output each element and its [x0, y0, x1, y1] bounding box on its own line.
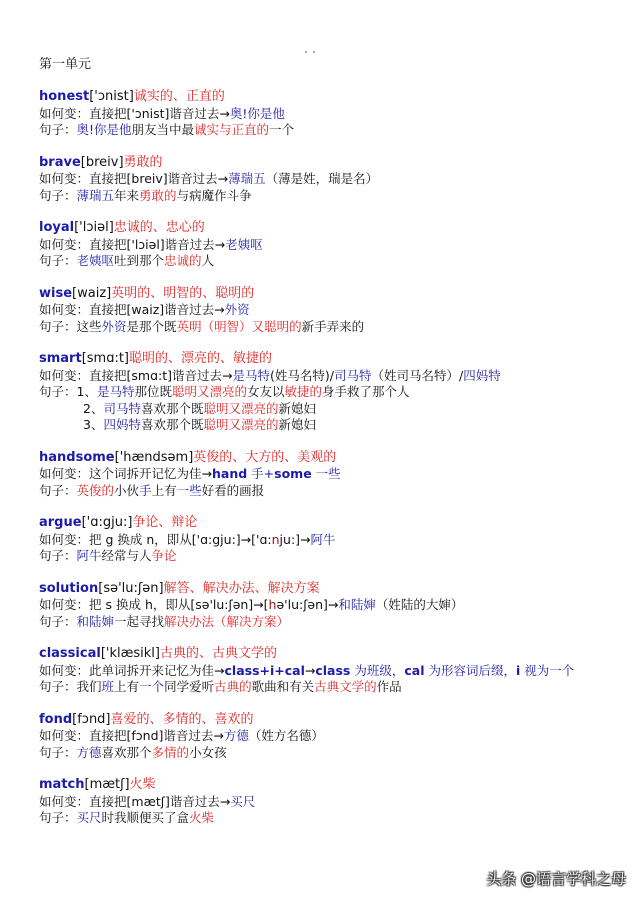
text-segment: 3、 [83, 417, 104, 432]
headword: honest [39, 89, 90, 104]
text-segment: 老姨呕 [225, 236, 263, 252]
text-segment: 喜欢那个既 [140, 400, 204, 416]
meaning: 喜爱的、多情的、喜欢的 [110, 711, 254, 727]
text-segment: 直接把[waiz]谐音过去→ [89, 302, 225, 317]
word-header [39, 712, 619, 729]
vocab-entry-loyal [39, 220, 619, 270]
meaning: 英俊的、大方的、美观的 [193, 449, 337, 465]
text-segment: 与病魔作斗争 [176, 187, 252, 203]
text-segment: 作品 [376, 679, 402, 694]
how-label: 如何变： [39, 728, 90, 743]
vocab-entry-honest [39, 89, 619, 139]
word-header [39, 450, 619, 467]
word-header [39, 220, 619, 237]
memory-tip [39, 532, 619, 549]
text-segment: 四妈特 [103, 417, 141, 432]
text-segment: 忠诚的 [164, 253, 202, 268]
phonetic: [waiz] [72, 285, 112, 301]
text-segment: 是那个既 [126, 318, 177, 334]
text-segment: ə'lu:ʃən]→ [276, 597, 339, 612]
headword: solution [39, 580, 99, 596]
example-sentence [39, 548, 619, 565]
headword: classical [39, 646, 101, 661]
text-segment: some [274, 466, 312, 481]
text-segment: 歌曲和有关 [251, 679, 315, 694]
example-sentence [39, 483, 619, 500]
phonetic: [breiv] [80, 154, 124, 170]
how-label: 如何变： [39, 597, 90, 612]
text-segment: 把 s 换成 h，即从[sə'lu:ʃən]→[ [89, 597, 269, 612]
word-header [39, 646, 619, 663]
text-segment: 司马特 [103, 400, 141, 416]
text-segment: 阿牛 [310, 531, 336, 547]
how-label: 如何变： [39, 105, 90, 121]
text-segment: 2、 [83, 400, 104, 416]
how-label: 如何变： [39, 367, 90, 383]
vocab-entry-solution [39, 581, 619, 631]
word-header [39, 777, 619, 794]
text-segment: ju:]→ [279, 531, 311, 547]
how-label: 如何变： [39, 236, 90, 252]
vocab-entry-brave [39, 155, 619, 205]
example-sentence [39, 384, 619, 401]
text-segment: 是马特 [96, 384, 135, 399]
text-segment: 新媳妇 [278, 417, 317, 432]
text-segment: 薄瑞五 [228, 171, 266, 186]
text-segment: 身手救了那个人 [322, 384, 410, 399]
example-sentence [39, 188, 619, 205]
text-segment: 方德 [76, 744, 102, 760]
text-segment: (姓马名特)/ [270, 367, 334, 383]
text-segment: 方德 [223, 728, 249, 743]
text-segment: 好看的画报 [201, 482, 265, 498]
meaning: 火柴 [129, 777, 156, 792]
text-segment: 司马特 [333, 367, 372, 383]
text-segment: class+i+cal [224, 662, 305, 678]
text-segment: 喜欢那个既 [140, 417, 204, 432]
text-segment: 班 [101, 679, 115, 694]
meaning: 诚实的、正直的 [133, 89, 225, 104]
phonetic: ['klæsikl] [100, 646, 160, 661]
text-segment: 阿牛 [76, 548, 102, 563]
text-segment: 上有 [151, 482, 177, 498]
text-segment: （姓陆的大婶） [375, 597, 464, 612]
sentence-label: 句子： [39, 744, 77, 760]
text-segment: 聪明又漂亮的 [203, 400, 279, 416]
sentence-label: 句子： [39, 810, 77, 825]
vocab-entry-match [39, 777, 619, 827]
text-segment: class [315, 662, 351, 678]
meaning: 勇敢的 [123, 154, 163, 170]
memory-tip [39, 368, 619, 385]
text-segment: 奥!你是他 [76, 122, 132, 137]
sentence-label: 句子： [39, 679, 77, 694]
text-segment: 是马特 [232, 367, 270, 383]
meaning: 争论、辩论 [132, 515, 198, 530]
text-segment: 为形容词后缀， [424, 662, 516, 678]
example-sentence [39, 122, 619, 139]
sentence-label: 句子： [39, 253, 77, 268]
text-segment: （姓司马名特）/ [371, 367, 464, 383]
unit-title: 第一单元 [39, 57, 92, 72]
example-sentence [39, 319, 619, 336]
sentence-label: 句子： [39, 548, 77, 563]
memory-tip [39, 663, 619, 680]
text-segment: 一些 [311, 466, 341, 481]
word-header [39, 155, 619, 172]
text-segment: 英明（明智）又聪明的 [176, 318, 302, 334]
text-segment: 一起寻找 [114, 613, 165, 629]
text-segment: 吐到那个 [114, 253, 165, 268]
text-segment: 此单词拆开来记忆为佳→ [89, 662, 225, 678]
text-segment: 女友以 [247, 384, 285, 399]
headword: fond [39, 711, 73, 727]
text-segment: 直接把[fɔnd]谐音过去→ [89, 728, 224, 743]
text-segment: 和陆婶 [76, 613, 115, 629]
vocab-list [39, 89, 619, 827]
phonetic: [mætʃ] [84, 777, 130, 792]
memory-tip [39, 237, 619, 254]
meaning: 古典的、古典文学的 [159, 646, 277, 661]
word-header [39, 89, 619, 106]
phonetic: [sə'lu:ʃən] [98, 580, 164, 596]
phonetic: ['lɔiəl] [74, 220, 114, 235]
text-segment: → [304, 662, 316, 678]
text-segment: 直接把[mætʃ]谐音过去→ [89, 793, 231, 809]
text-segment: 这个词拆开记忆为佳→ [89, 466, 212, 481]
how-label: 如何变： [39, 302, 90, 317]
how-label: 如何变： [39, 466, 90, 481]
text-segment: 四妈特 [463, 367, 501, 383]
text-segment: 经常与人 [101, 548, 152, 563]
phonetic: [smɑ:t] [81, 351, 129, 366]
text-segment: 年来 [114, 187, 140, 203]
memory-tip [39, 106, 619, 123]
text-segment: 直接把[smɑ:t]谐音过去→ [89, 367, 233, 383]
text-segment: 新手弄来的 [301, 318, 365, 334]
memory-tip [39, 728, 619, 745]
text-segment: 外资 [224, 302, 250, 317]
text-segment: 薄瑞五 [76, 187, 115, 203]
text-segment: 一个 [269, 122, 295, 137]
phonetic: [fɔnd] [72, 711, 111, 727]
text-segment: 火柴 [189, 810, 215, 825]
example-sentence [39, 614, 619, 631]
text-segment: 小女孩 [189, 744, 227, 760]
text-segment: 同学爱听 [164, 679, 215, 694]
vocab-entry-classical [39, 646, 619, 696]
word-header [39, 351, 619, 368]
meaning: 英明的、明智的、聪明的 [111, 285, 255, 301]
how-label: 如何变： [39, 531, 90, 547]
phonetic: ['ɑ:gju:] [81, 515, 133, 530]
text-segment: 争论 [151, 548, 177, 563]
memory-tip [39, 302, 619, 319]
text-segment: i [515, 662, 521, 678]
example-sentence [39, 810, 619, 827]
text-segment: 和陆婶 [338, 597, 376, 612]
text-segment: 直接把['ɔnist]谐音过去→ [89, 105, 230, 121]
how-label: 如何变： [39, 662, 90, 678]
text-segment: 直接把['lɔiəl]谐音过去→ [89, 236, 226, 252]
sentence-label: 句子： [39, 384, 77, 399]
how-label: 如何变： [39, 171, 90, 186]
how-label: 如何变： [39, 793, 90, 809]
text-segment: 人 [201, 253, 215, 268]
headword: loyal [39, 220, 75, 235]
meaning: 忠诚的、忠心的 [113, 220, 205, 235]
word-header [39, 515, 619, 532]
text-segment: 新媳妇 [278, 400, 317, 416]
text-segment: 古典的 [214, 679, 252, 694]
text-segment: 勇敢的 [139, 187, 177, 203]
text-segment: 时我顺便买了盒 [101, 810, 190, 825]
vocab-entry-argue [39, 515, 619, 565]
text-segment: cal [404, 662, 425, 678]
meaning: 解答、解决办法、解决方案 [163, 580, 320, 596]
text-segment: 视为一个 [520, 662, 575, 678]
vocab-entry-fond [39, 712, 619, 762]
text-segment: 把 g 换成 n，即从['ɑ:gju:]→['ɑ: [89, 531, 272, 547]
text-segment: hand [212, 466, 248, 481]
text-segment: 那位既 [134, 384, 172, 399]
example-sentence [39, 417, 619, 434]
text-segment: 多情的 [151, 744, 190, 760]
text-segment: 我们 [76, 679, 102, 694]
sentence-label: 句子： [39, 613, 77, 629]
headword: brave [39, 154, 81, 170]
example-sentence [39, 679, 619, 696]
text-segment: 解决办法（解决方案） [164, 613, 290, 629]
page-marker-dots [305, 51, 319, 54]
text-segment: （薄是姓，瑞是名） [265, 171, 379, 186]
text-segment: 上有 [114, 679, 140, 694]
text-segment: 诚实与正直的 [194, 122, 270, 137]
text-segment: 奥!你是他 [229, 105, 285, 121]
sentence-label: 句子： [39, 482, 77, 498]
memory-tip [39, 794, 619, 811]
text-segment: 手+ [247, 466, 275, 481]
text-segment: 小伙 [114, 482, 140, 498]
headword: handsome [39, 449, 115, 465]
watermark: 头条 @语言学科之母 [486, 870, 626, 888]
text-segment: 老姨呕 [76, 253, 115, 268]
text-segment: 敏捷的 [284, 384, 323, 399]
text-segment: 这些 [76, 318, 102, 334]
text-segment: 喜欢那个 [101, 744, 152, 760]
text-segment: 为班级， [350, 662, 405, 678]
headword: wise [39, 285, 73, 301]
phonetic: ['hændsəm] [114, 449, 194, 465]
meaning: 聪明的、漂亮的、敏捷的 [129, 351, 273, 366]
phonetic: ['ɔnist] [89, 89, 134, 104]
headword: argue [39, 515, 82, 530]
text-segment: 1、 [76, 384, 97, 399]
example-sentence [39, 253, 619, 270]
word-header [39, 581, 619, 598]
memory-tip [39, 171, 619, 188]
sentence-label: 句子： [39, 187, 77, 203]
text-segment: 古典文学的 [314, 679, 377, 694]
text-segment: 手 [139, 482, 152, 498]
text-segment: h [268, 597, 277, 612]
document-page [39, 57, 619, 843]
text-segment: 买尺 [76, 810, 102, 825]
text-segment: 英俊的 [76, 482, 115, 498]
text-segment: 直接把[breiv]谐音过去→ [89, 171, 229, 186]
text-segment: n [271, 531, 280, 547]
word-header [39, 286, 619, 303]
vocab-entry-smart [39, 351, 619, 434]
text-segment: 外资 [101, 318, 127, 334]
headword: match [39, 777, 85, 792]
text-segment: 聪明又漂亮的 [172, 384, 248, 399]
example-sentence [39, 401, 619, 418]
text-segment: 买尺 [230, 793, 256, 809]
text-segment: 朋友当中最 [131, 122, 195, 137]
text-segment: 一些 [176, 482, 202, 498]
example-sentence [39, 745, 619, 762]
text-segment: 聪明又漂亮的 [203, 417, 279, 432]
vocab-entry-wise [39, 286, 619, 336]
sentence-label: 句子： [39, 122, 77, 137]
sentence-label: 句子： [39, 318, 77, 334]
text-segment: 一个 [139, 679, 165, 694]
text-segment: （姓方名德） [248, 728, 324, 743]
memory-tip [39, 466, 619, 483]
memory-tip [39, 597, 619, 614]
vocab-entry-handsome [39, 450, 619, 500]
headword: smart [39, 351, 82, 366]
